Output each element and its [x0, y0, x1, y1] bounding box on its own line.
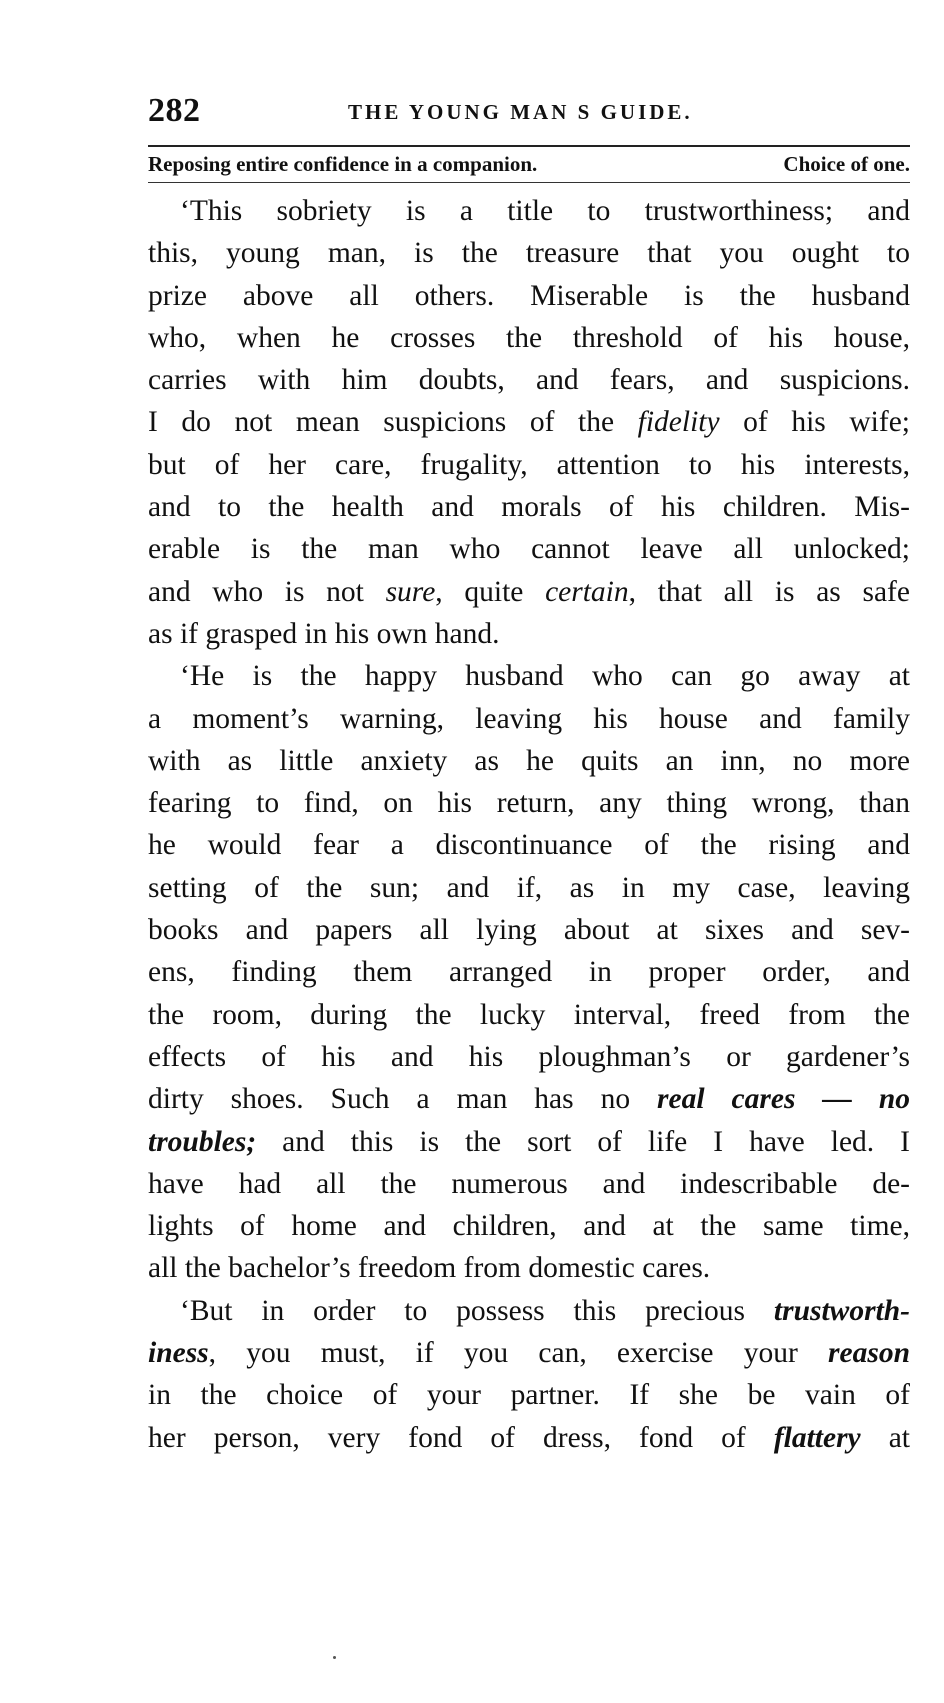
section-subhead	[148, 150, 910, 182]
book-title: THE YOUNG MAN S GUIDE.	[348, 100, 693, 124]
text-line	[148, 740, 910, 782]
italic-run: flattery	[773, 1421, 861, 1454]
text-run: , you must, if you can, exercise your	[208, 1337, 829, 1370]
text-run: setting of the sun; and if, as in my case, leaving	[148, 871, 910, 904]
text-run: a moment’s warning, leaving his house and family	[148, 702, 910, 735]
text-run: of his wife;	[719, 406, 910, 439]
text-line	[148, 317, 910, 359]
italic-run: sure	[385, 575, 436, 608]
running-head	[148, 92, 910, 136]
text-run: who, when he crosses the threshold of his house,	[148, 321, 910, 354]
italic-run: reason	[828, 1337, 910, 1370]
text-run: ens, finding them arranged in proper order, and	[148, 956, 910, 989]
page-number: 282	[148, 92, 201, 129]
text-line	[148, 951, 910, 993]
text-run: effects of his and his ploughman’s or gardener’s	[148, 1040, 910, 1073]
italic-run: troubles;	[148, 1125, 257, 1158]
text-run: lights of home and children, and at the same time,	[148, 1210, 910, 1243]
text-line	[148, 824, 910, 866]
text-line	[148, 401, 910, 443]
subhead-left: Reposing entire confidence in a companion.	[148, 152, 538, 176]
text-line	[148, 782, 910, 824]
text-run: ‘He is the happy husband who can go away at	[180, 660, 910, 693]
text-line	[148, 275, 910, 317]
text-run: with as little anxiety as he quits an inn, no more	[148, 744, 910, 777]
text-run: as if grasped in his own hand.	[148, 617, 500, 650]
text-run: , quite	[435, 575, 546, 608]
text-run: all the bachelor’s freedom from domestic cares.	[148, 1252, 711, 1285]
text-line	[148, 613, 910, 655]
paper-speck	[333, 1656, 336, 1659]
text-run: books and papers all lying about at sixes and sev-	[148, 914, 910, 947]
italic-run: certain	[545, 575, 629, 608]
text-line	[148, 1332, 910, 1374]
text-line	[148, 655, 910, 697]
text-run: this, young man, is the treasure that you ought to	[148, 237, 910, 270]
text-run: I do not mean suspicions of the	[148, 406, 638, 439]
text-run: , that all is as safe	[628, 575, 910, 608]
text-run: but of her care, frugality, attention to his interests,	[148, 448, 910, 481]
text-run: erable is the man who cannot leave all unlocked;	[148, 533, 910, 566]
text-line	[148, 1036, 910, 1078]
text-run: have had all the numerous and indescribable de-	[148, 1167, 910, 1200]
text-run: he would fear a discontinuance of the rising and	[148, 829, 910, 862]
text-run: ‘This sobriety is a title to trustworthiness; and	[180, 195, 910, 227]
text-line	[148, 444, 910, 486]
text-line	[148, 909, 910, 951]
text-run: dirty shoes. Such a man has no	[148, 1083, 658, 1116]
italic-run: real cares — no	[657, 1083, 910, 1116]
text-run: prize above all others. Miserable is the husband	[148, 279, 910, 312]
text-line	[148, 994, 910, 1036]
text-run: carries with him doubts, and fears, and suspicions.	[148, 364, 910, 397]
text-line	[148, 1205, 910, 1247]
text-line	[148, 359, 910, 401]
italic-run: trustworth-	[773, 1294, 910, 1327]
text-line	[148, 1290, 910, 1332]
text-run: and this is the sort of life I have led. I	[256, 1125, 910, 1158]
text-line	[148, 1247, 910, 1289]
text-line	[148, 1374, 910, 1416]
text-line	[148, 1078, 910, 1120]
header-rule-top	[148, 145, 910, 147]
text-line	[148, 486, 910, 528]
text-run: ‘But in order to possess this precious	[180, 1294, 774, 1327]
text-run: the room, during the lucky interval, freed from the	[148, 998, 910, 1031]
text-run: at	[860, 1421, 910, 1454]
text-run: in the choice of your partner. If she be vain of	[148, 1379, 910, 1412]
header-rule-bottom	[148, 182, 910, 183]
subhead-right: Choice of one.	[783, 152, 910, 176]
text-line	[148, 1417, 910, 1459]
text-run: and who is not	[148, 575, 386, 608]
text-line	[148, 232, 910, 274]
text-line	[148, 571, 910, 613]
text-line	[148, 698, 910, 740]
italic-run: iness	[148, 1337, 209, 1370]
text-line	[148, 528, 910, 570]
text-line	[148, 190, 910, 232]
text-line	[148, 1121, 910, 1163]
body-text	[148, 190, 910, 1459]
text-run: and to the health and morals of his children. Mis-	[148, 491, 910, 524]
text-run: fearing to find, on his return, any thing wrong, than	[148, 787, 910, 820]
text-run: her person, very fond of dress, fond of	[148, 1421, 774, 1454]
text-line	[148, 1163, 910, 1205]
italic-run: fidelity	[637, 406, 720, 439]
text-line	[148, 867, 910, 909]
